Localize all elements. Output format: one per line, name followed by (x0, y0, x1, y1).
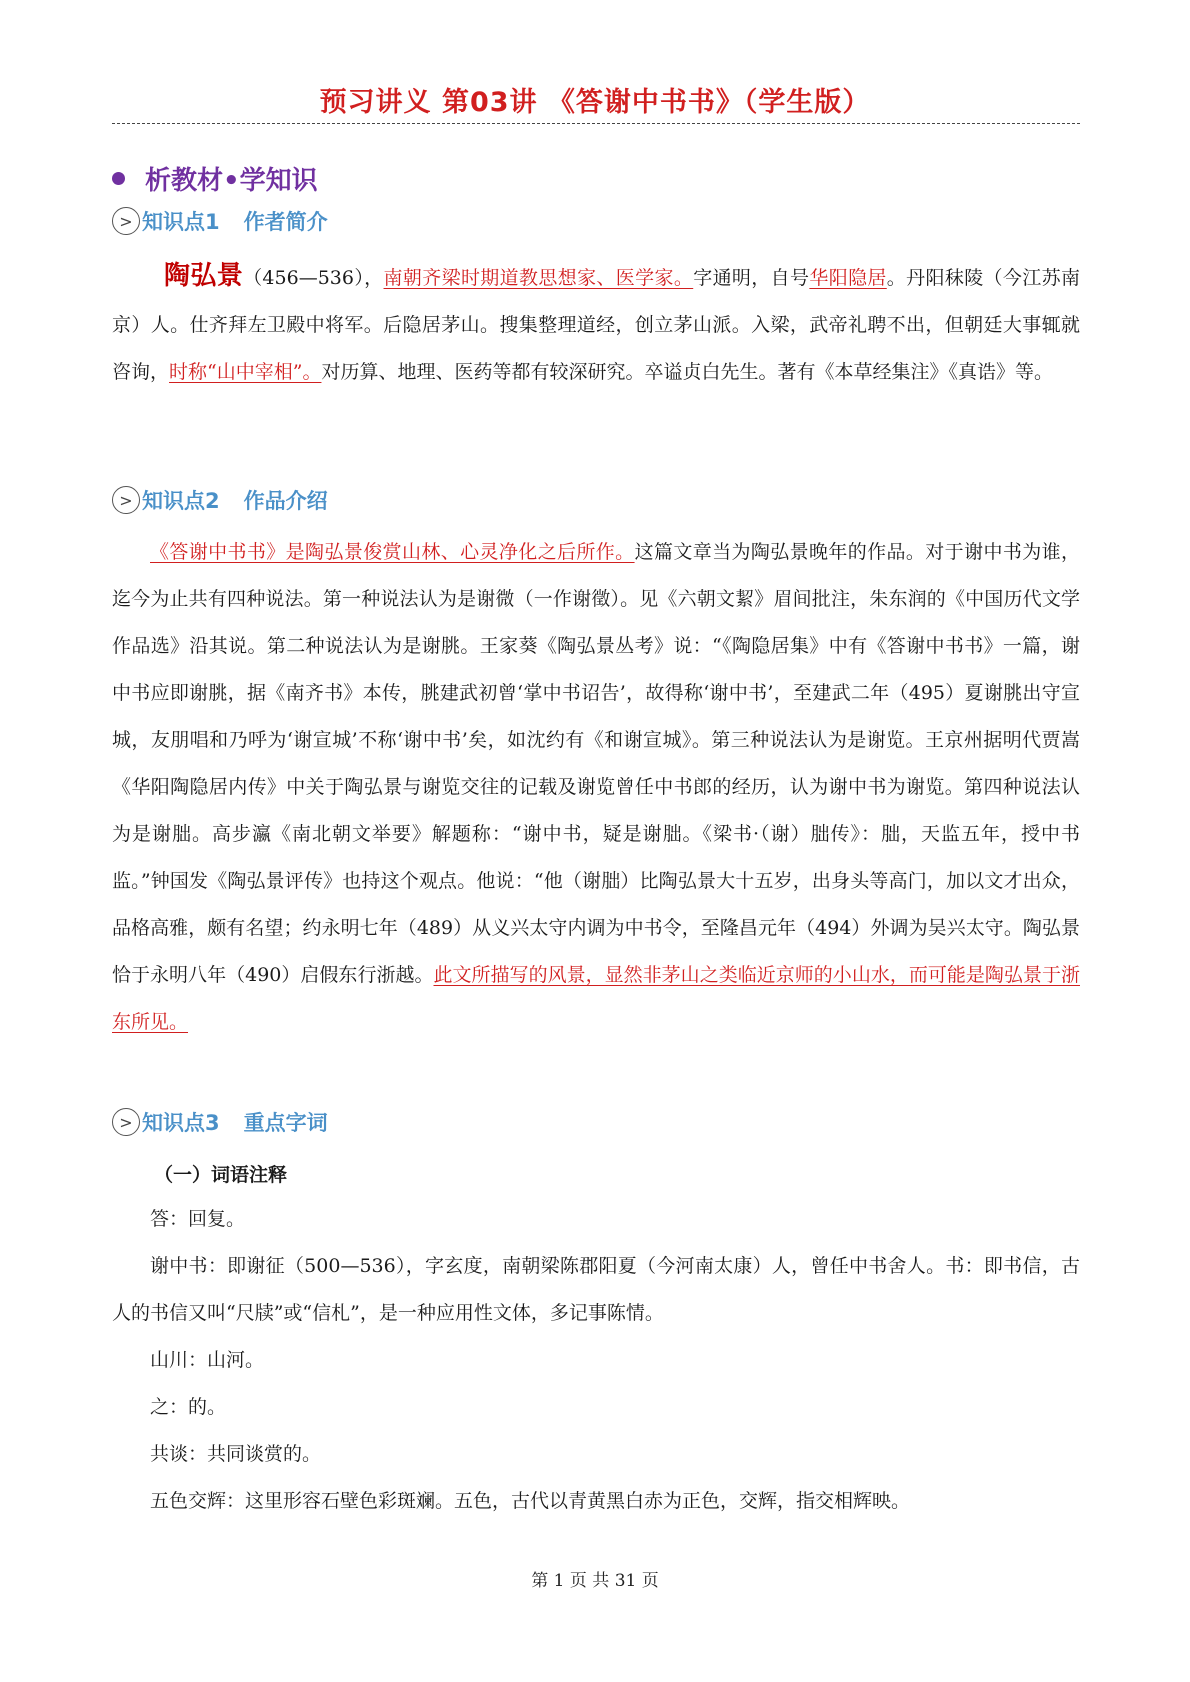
kp1-underline-1: 南朝齐梁时期道教思想家、医学家。 (383, 267, 694, 289)
section-title: 析教材•学知识 (145, 165, 318, 196)
kp2-paragraph (112, 529, 1080, 1046)
vocab-entry: 山川：山河。 (150, 1349, 265, 1371)
kp3-name: 重点字词 (243, 1111, 328, 1135)
title-divider (112, 123, 1080, 124)
arrow-circle-icon: > (112, 1108, 140, 1136)
vocab-entry: 之：的。 (150, 1396, 227, 1418)
kp2-underline-2: 此文所描写的风景，显然非茅山之类临近京师的小山水，而可能是陶弘景于浙东所见。 (112, 964, 1080, 1033)
arrow-circle-icon: > (112, 486, 140, 514)
kp1-name: 作者简介 (243, 210, 328, 234)
arrow-circle-icon: > (112, 207, 140, 235)
kp3-heading (112, 1104, 328, 1140)
kp1-text-1: （456—536）， (243, 267, 384, 289)
author-name: 陶弘景 (164, 261, 244, 291)
vocab-entry: 共谈：共同谈赏的。 (150, 1443, 322, 1465)
kp1-paragraph (112, 253, 1080, 396)
kp1-heading (112, 203, 328, 239)
kp1-label: 知识点1 (142, 210, 220, 234)
kp2-underline-1: 《答谢中书书》是陶弘景俊赏山林、心灵净化之后所作。 (150, 541, 635, 563)
kp2-label: 知识点2 (142, 489, 220, 513)
vocab-entry: 答：回复。 (150, 1208, 246, 1230)
kp1-underline-3: 时称“山中宰相”。 (169, 361, 322, 383)
kp1-text-3: 。丹阳秣陵（今江苏南京）人。仕齐拜左卫殿中将军。后隐居茅山。搜集整理道经，创立茅山派。入梁，武帝礼聘不出，但朝廷大事辄就咨询， (112, 267, 1080, 383)
vocab-entry: 五色交辉：这里形容石壁色彩斑斓。五色，古代以青黄黑白赤为正色，交辉，指交相辉映。 (150, 1490, 911, 1512)
bullet-icon (112, 172, 125, 185)
kp2-heading (112, 482, 328, 518)
page-footer: 第 1 页 共 31 页 (531, 1571, 659, 1591)
kp1-text-4: 对历算、地理、医药等都有较深研究。卒谥贞白先生。著有《本草经集注》《真诰》等。 (321, 361, 1053, 383)
vocab-entry: 谢中书：即谢征（500—536），字玄度，南朝梁陈郡阳夏（今河南太康）人，曾任中书舍人。书：即书信，古人的书信又叫“尺牍”或“信札”，是一种应用性文体，多记事陈情。 (112, 1255, 1080, 1324)
section-heading (112, 158, 318, 198)
vocab-subheading: （一）词语注释 (154, 1164, 288, 1186)
kp2-name: 作品介绍 (243, 489, 328, 513)
kp3-label: 知识点3 (142, 1111, 220, 1135)
document-title: 预习讲义 第03讲 《答谢中书书》（学生版） (319, 87, 871, 118)
kp2-text-1: 这篇文章当为陶弘景晚年的作品。对于谢中书为谁，迄今为止共有四种说法。第一种说法认为是谢微（一作谢徵）。见《六朝文絜》眉间批注，朱东润的《中国历代文学作品选》沿其说。第二种说法认为是谢朓。王家葵《陶弘景丛考》说：“《陶隐居集》中有《答谢中书书》一篇，谢中书应即谢朓，据《南齐书》本传，朓建武初曾‘掌中书诏告’，故得称‘谢中书’，至建武二年（495）夏谢朓出守宣城，友朋唱和乃呼为‘谢宣城’不称‘谢中书’矣，如沈约有《和谢宣城》。第三种说法认为是谢览。王京州据明代贾嵩《华阳陶隐居内传》中关于陶弘景与谢览交往的记载及谢览曾任中书郎的经历，认为谢中书为谢览。第四种说法认为是谢朏。高步瀛《南北朝文举要》解题称：“谢中书，疑是谢朏。《梁书·（谢）朏传》：朏，天监五年，授中书监。”钟国发《陶弘景评传》也持这个观点。他说：“他（谢朏）比陶弘景大十五岁，出身头等高门，加以文才出众，品格高雅，颇有名望；约永明七年（489）从义兴太守内调为中书令，至隆昌元年（494）外调为吴兴太守。陶弘景恰于永明八年（490）启假东行浙越。 (112, 541, 1080, 986)
kp1-text-2: 字通明，自号 (693, 267, 810, 289)
kp1-underline-2: 华阳隐居 (809, 267, 887, 289)
